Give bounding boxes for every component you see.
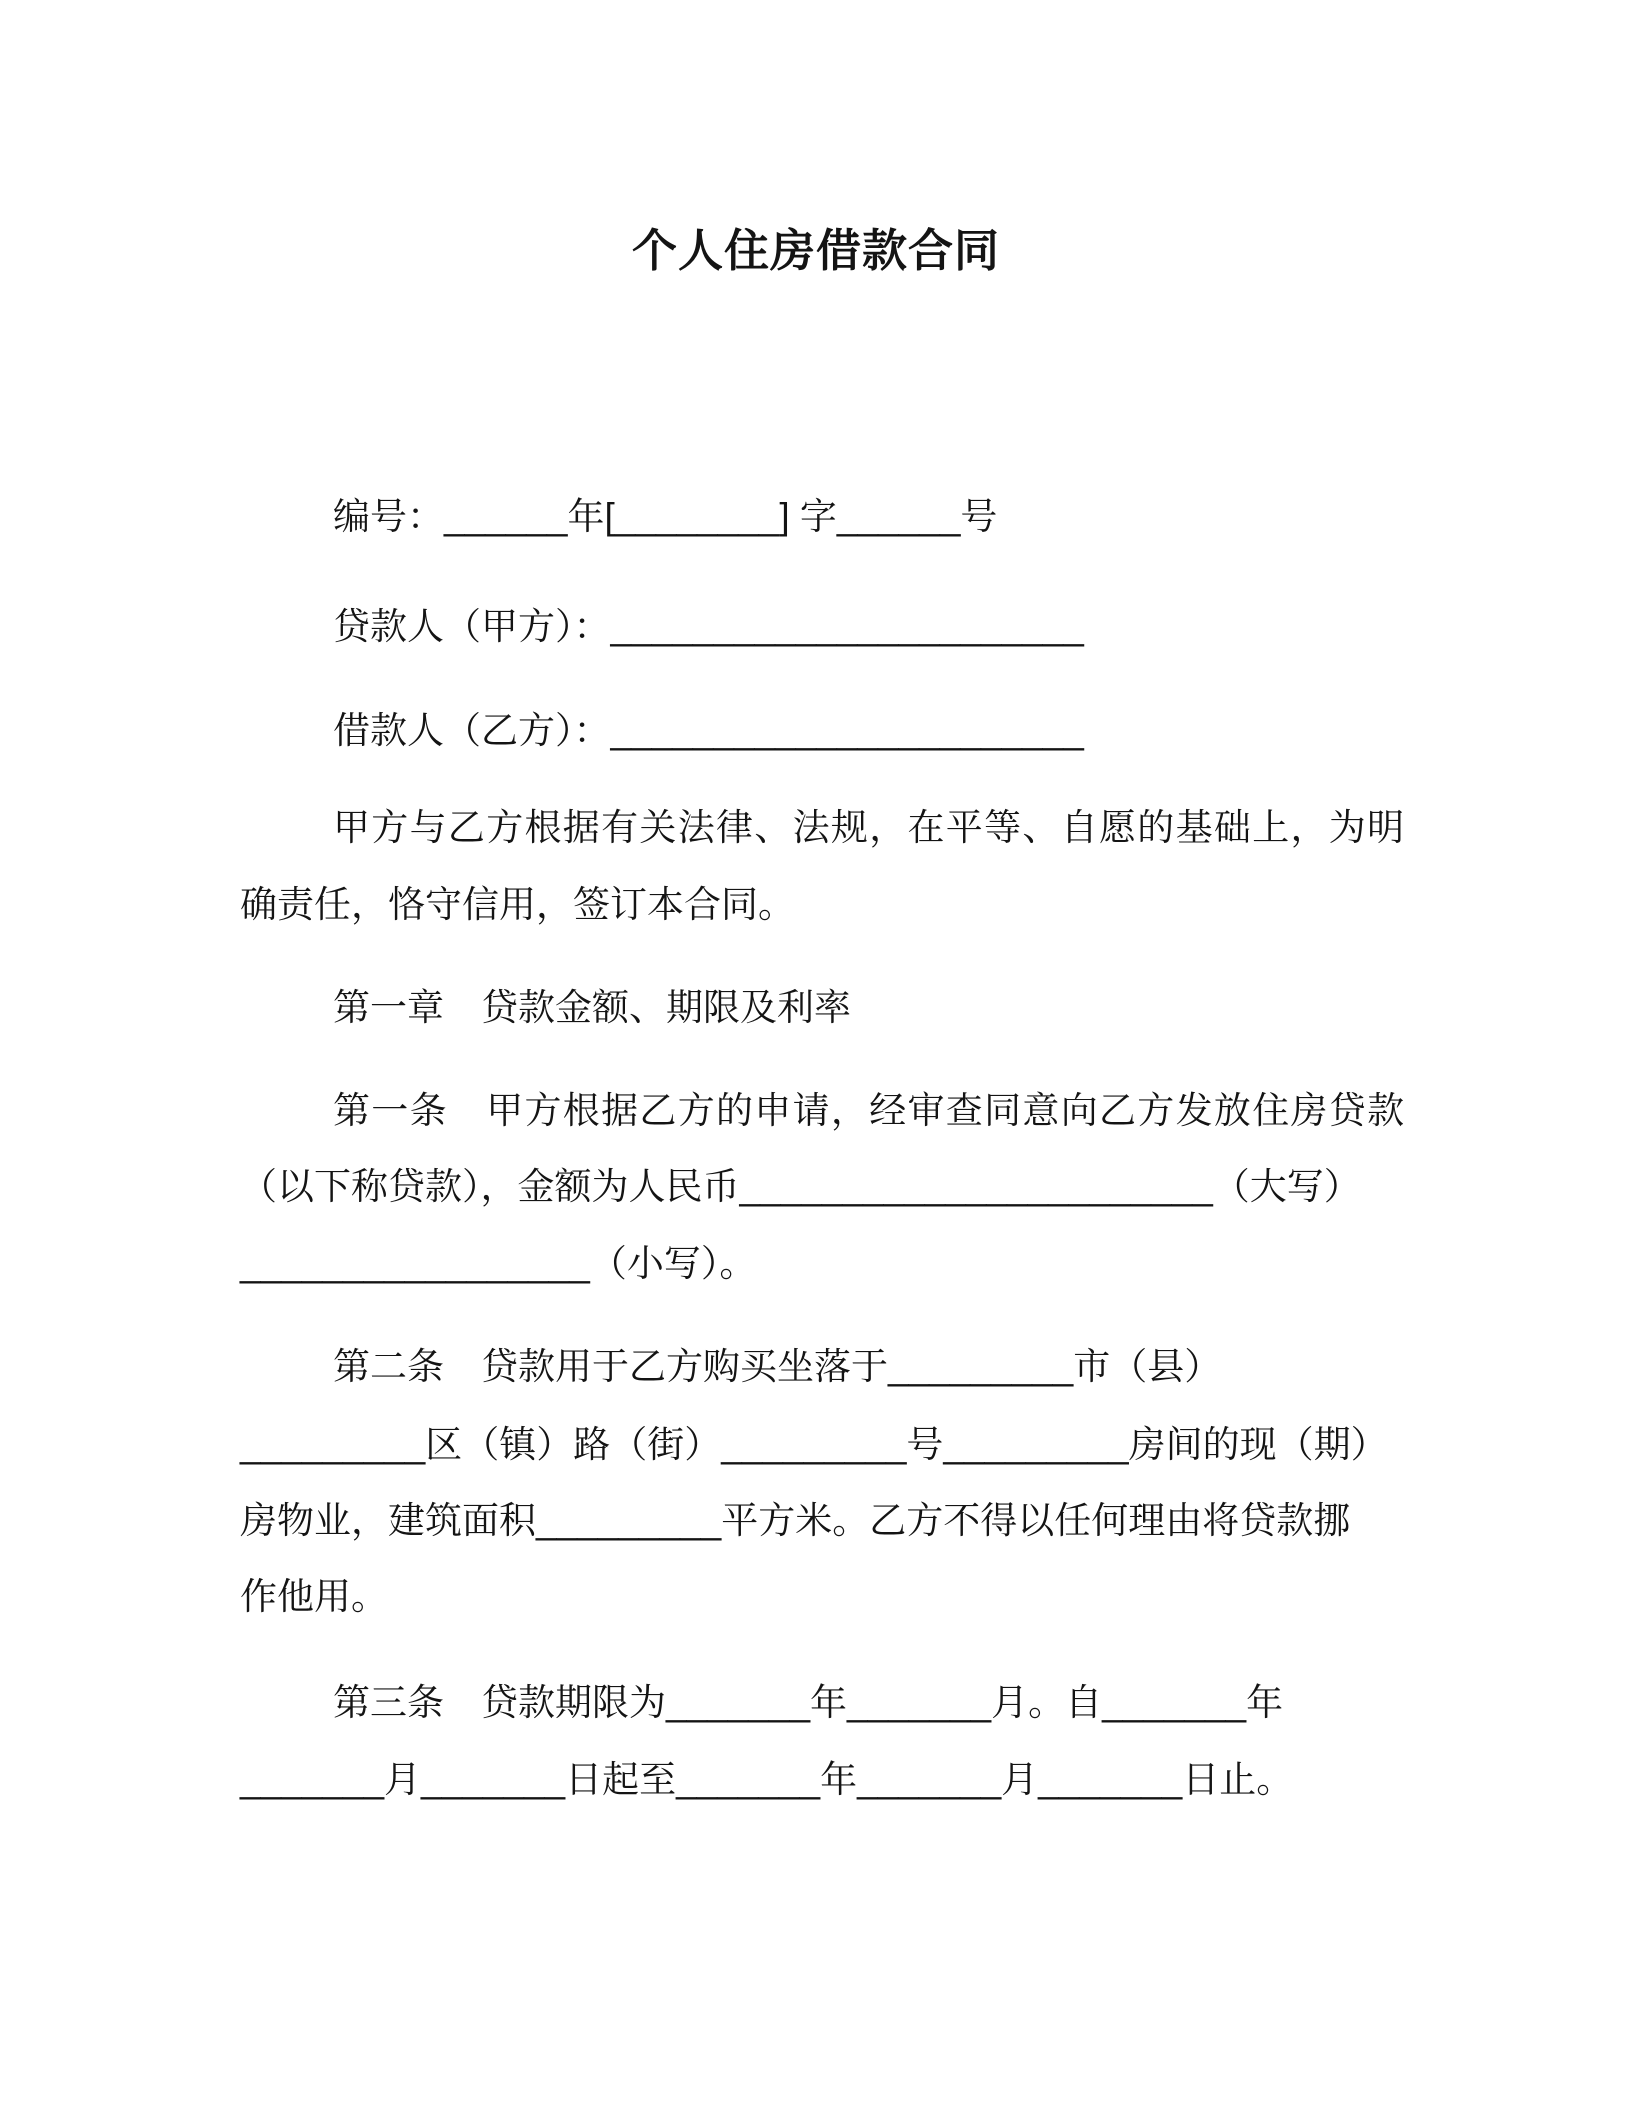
- preamble-line: 甲方与乙方根据有关法律、法规，在平等、自愿的基础上，为明: [333, 807, 1406, 848]
- article-2-line: _________区（镇）路（街）_________号_________房间的现（期）: [240, 1424, 1388, 1465]
- borrower-line: 借款人（乙方）：_______________________: [333, 710, 1084, 751]
- article-2-line: 作他用。: [240, 1576, 388, 1617]
- article-3-line: 第三条 贷款期限为_______年_______月。自_______年: [333, 1682, 1284, 1723]
- preamble-line: 确责任，恪守信用，签订本合同。: [240, 884, 795, 925]
- chapter-heading: 第一章 贷款金额、期限及利率: [333, 987, 851, 1028]
- article-2-line: 第二条 贷款用于乙方购买坐落于_________市（县）: [333, 1346, 1222, 1387]
- article-1-line: （以下称贷款），金额为人民币_______________________（大写）: [240, 1166, 1361, 1207]
- contract-number-line: 编号：______年[________] 字______号: [333, 496, 998, 537]
- article-2-line: 房物业，建筑面积_________平方米。乙方不得以任何理由将贷款挪: [240, 1500, 1351, 1541]
- article-1-line: _________________（小写）。: [240, 1243, 757, 1284]
- article-1-line: 第一条 甲方根据乙方的申请，经审查同意向乙方发放住房贷款: [333, 1090, 1406, 1131]
- document-title: 个人住房借款合同: [631, 225, 1000, 276]
- lender-line: 贷款人（甲方）：_______________________: [333, 606, 1084, 647]
- article-3-line: _______月_______日起至_______年_______月_______日止。: [240, 1759, 1294, 1800]
